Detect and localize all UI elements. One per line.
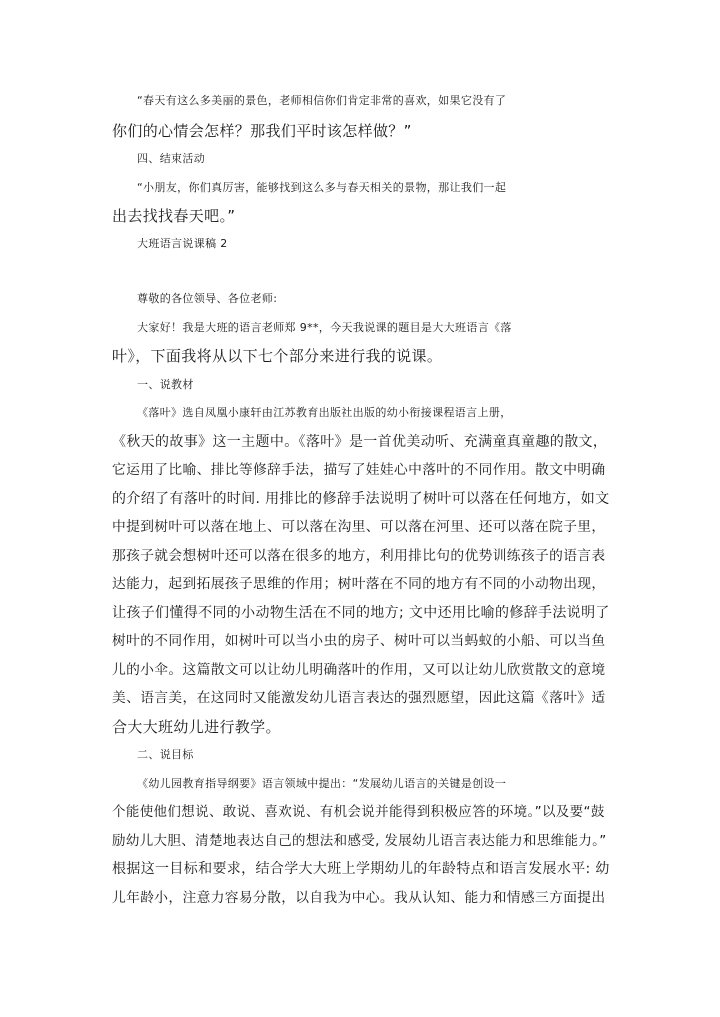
text-line: “春天有这么多美丽的景色，老师相信你们肯定非常的喜欢，如果它没有了 <box>137 94 507 107</box>
text-line: 根据这一目标和要求，结合学大大班上学期幼儿的年龄特点和语言发展水平: 幼 <box>112 861 610 877</box>
text-line: 合大大班幼儿进行教学。 <box>112 718 281 736</box>
text-line: 让孩子们懂得不同的小动物生活在不同的地方; 文中还用比喻的修辞手法说明了 <box>112 605 610 621</box>
text-line: 《幼儿园教育指导纲要》语言领域中提出：“发展幼儿语言的关键是创设一 <box>137 777 507 790</box>
text-line: 的介绍了有落叶的时间. 用排比的修辞手法说明了树叶可以落在任何地方，如文 <box>112 491 610 507</box>
text-line: 美、语言美，在这同时又能激发幼儿语言表达的强烈愿望，因此这篇《落叶》适 <box>112 690 606 706</box>
text-line: 大家好！我是大班的语言老师郑 9**，今天我说课的题目是大大班语言《落 <box>137 321 512 334</box>
text-line: 达能力，起到拓展孩子思维的作用；树叶落在不同的地方有不同的小动物出现， <box>112 576 606 592</box>
text-line: “小朋友，你们真厉害，能够找到这么多与春天相关的景物，那让我们一起 <box>137 181 507 194</box>
text-line: 儿的小伞。这篇散文可以让幼儿明确落叶的作用，又可以让幼儿欣赏散文的意境 <box>112 662 606 678</box>
text-line: 儿年龄小，注意力容易分散，以自我为中心。我从认知、能力和情感三方面提出 <box>112 890 606 906</box>
section-heading: 一、说教材 <box>137 378 194 391</box>
text-line: 出去找找春天吧。” <box>112 207 236 225</box>
document-subtitle: 大班语言说课稿 2 <box>137 237 228 250</box>
text-line: 那孩子就会想树叶还可以落在很多的地方，利用排比句的优势训练孩子的语言表 <box>112 548 606 564</box>
text-line: 中提到树叶可以落在地上、可以落在沟里、可以落在河里、还可以落在院子里， <box>112 519 606 535</box>
text-line: 你们的心情会怎样？那我们平时该怎样做？” <box>112 122 412 140</box>
salutation: 尊敬的各位领导、各位老师: <box>137 292 278 305</box>
text-line: 《落叶》选自凤凰小康轩由江苏教育出版社出版的幼小衔接课程语言上册， <box>137 406 512 419</box>
text-line: 叶》，下面我将从以下七个部分来进行我的说课。 <box>112 347 443 365</box>
text-line: 励幼儿大胆、清楚地表达自己的想法和感受, 发展幼儿语言表达能力和思维能力。” <box>112 833 607 849</box>
section-heading: 二、说目标 <box>137 748 194 761</box>
section-heading: 四、结束活动 <box>137 152 206 165</box>
text-line: 《秋天的故事》这一主题中。《落叶》是一首优美动听、充满童真童趣的散文， <box>112 434 608 450</box>
text-line: 它运用了比喻、排比等修辞手法，描写了娃娃心中落叶的不同作用。散文中明确 <box>112 462 606 478</box>
text-line: 个能使他们想说、敢说、喜欢说、有机会说并能得到积极应答的环境。”以及要“鼓 <box>112 804 605 820</box>
text-line: 树叶的不同作用，如树叶可以当小虫的房子、树叶可以当蚂蚁的小船、可以当鱼 <box>112 633 606 649</box>
